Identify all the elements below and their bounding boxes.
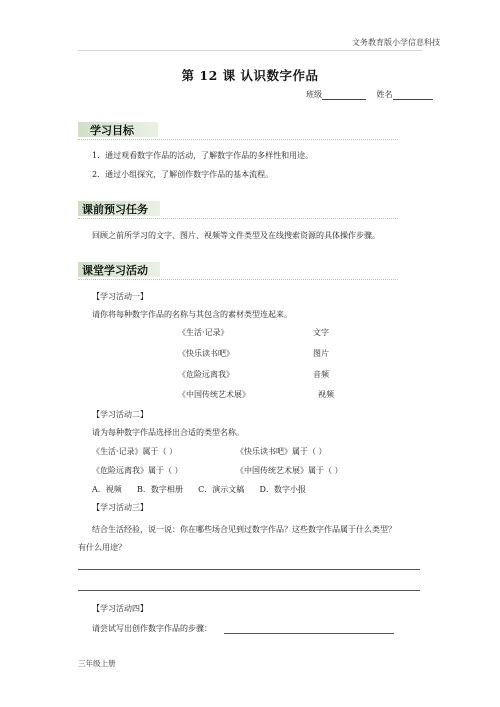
activity1-prompt: 请你将每种数字作品的名称与其包含的素材类型连起来。 bbox=[92, 310, 292, 319]
answer-options: A．视频 B．数字相册 C．演示文稿 D．数字小报 bbox=[92, 485, 306, 494]
preview-text: 回顾之前所学习的文字、图片、视频等文件类型及在线搜索资源的具体操作步骤。 bbox=[92, 231, 380, 240]
heading-label: 学习目标 bbox=[90, 124, 134, 137]
activity2-prompt: 请为每种数字作品选择出合适的类型名称。 bbox=[92, 428, 244, 437]
heading-label: 课堂学习活动 bbox=[82, 264, 148, 277]
goal-item-1: 1．通过观看数字作品的活动，了解数字作品的多样性和用途。 bbox=[92, 151, 314, 160]
work-item-4[interactable]: 《中国传统艺术展》 bbox=[178, 390, 250, 399]
question-4[interactable]: 《中国传统艺术展》属于（ ） bbox=[236, 466, 343, 475]
answer-line-1[interactable] bbox=[78, 569, 420, 570]
activity4-prompt: 请尝试写出创作数字作品的步骤： bbox=[92, 624, 212, 633]
class-label: 班级 bbox=[306, 90, 322, 99]
activity3-line2: 有什么用途？ bbox=[78, 543, 126, 552]
activity4-answer-line[interactable] bbox=[224, 633, 394, 634]
work-item-2[interactable]: 《快乐读书吧》 bbox=[178, 349, 234, 358]
work-item-1[interactable]: 《生活·记录》 bbox=[178, 328, 229, 337]
activity3-title: 【学习活动三】 bbox=[92, 503, 148, 512]
activity3-line1: 结合生活经验，说一说：你在哪些场合见到过数字作品？这些数字作品属于什么类型？ bbox=[92, 525, 396, 534]
activity1-title: 【学习活动一】 bbox=[92, 292, 148, 301]
student-info bbox=[306, 89, 433, 100]
question-1[interactable]: 《生活·记录》属于（ ） bbox=[92, 447, 178, 456]
header-subtitle: 文务教育版小学信息科技 bbox=[352, 38, 440, 47]
page-title: 第 12 课 认识数字作品 bbox=[181, 68, 319, 83]
answer-line-2[interactable] bbox=[78, 590, 420, 591]
section-goals-heading bbox=[78, 122, 398, 140]
goal-item-2: 2．通过小组探究，了解创作数字作品的基本流程。 bbox=[92, 170, 274, 179]
activity2-title: 【学习活动二】 bbox=[92, 410, 148, 419]
class-blank[interactable] bbox=[322, 90, 366, 100]
heading-divider bbox=[78, 218, 398, 219]
type-item-4[interactable]: 视频 bbox=[318, 390, 334, 399]
activity4-title: 【学习活动四】 bbox=[92, 604, 148, 613]
heading-divider bbox=[78, 279, 398, 280]
section-classroom-heading bbox=[78, 262, 398, 280]
footer-grade: 三年级上册 bbox=[78, 659, 116, 668]
type-item-2[interactable]: 图片 bbox=[313, 349, 329, 358]
work-item-3[interactable]: 《危险远离我》 bbox=[178, 370, 234, 379]
type-item-1[interactable]: 文字 bbox=[313, 328, 329, 337]
question-3[interactable]: 《危险远离我》属于（ ） bbox=[92, 466, 183, 475]
heading-divider bbox=[78, 139, 398, 140]
type-item-3[interactable]: 音频 bbox=[313, 370, 329, 379]
question-2[interactable]: 《快乐读书吧》属于（ ） bbox=[236, 447, 327, 456]
section-preview-heading bbox=[78, 201, 398, 219]
heading-label: 课前预习任务 bbox=[82, 203, 148, 216]
name-blank[interactable] bbox=[393, 90, 433, 100]
name-label: 姓名 bbox=[376, 90, 393, 99]
header-divider bbox=[78, 50, 422, 51]
